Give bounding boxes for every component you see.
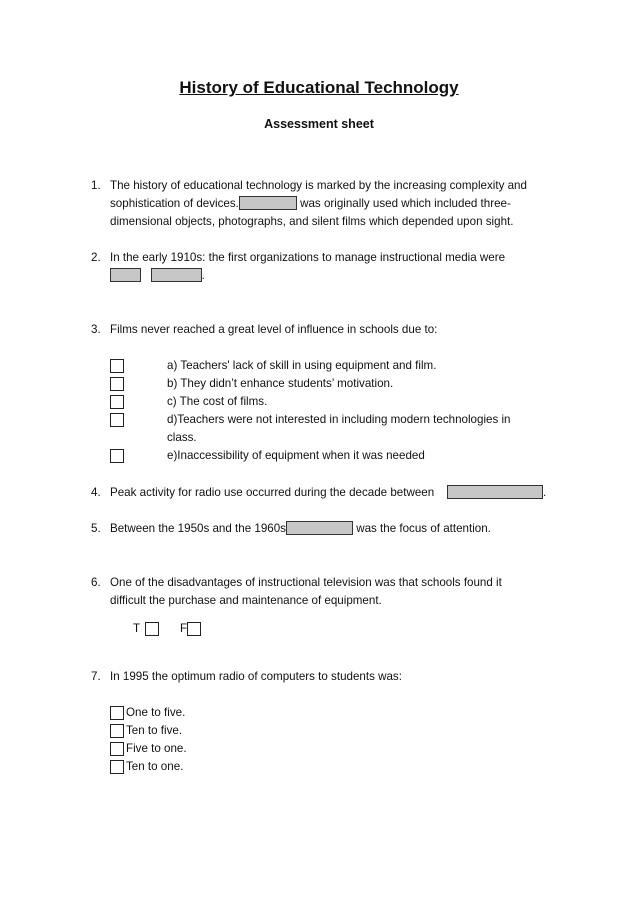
- question-number: 3.: [91, 323, 101, 336]
- false-checkbox[interactable]: [187, 622, 201, 636]
- question-text-line: One of the disadvantages of instructional television was that schools found it: [110, 576, 502, 589]
- answer-checkbox[interactable]: [110, 413, 124, 427]
- answer-checkbox[interactable]: [110, 706, 124, 720]
- question-number: 7.: [91, 670, 101, 683]
- true-checkbox[interactable]: [145, 622, 159, 636]
- option-label: Ten to five.: [126, 724, 183, 737]
- question-number: 1.: [91, 179, 101, 192]
- answer-checkbox[interactable]: [110, 395, 124, 409]
- question-number: 5.: [91, 522, 101, 535]
- false-label: F: [180, 622, 188, 635]
- answer-checkbox[interactable]: [110, 742, 124, 756]
- answer-checkbox[interactable]: [110, 724, 124, 738]
- question-text-line: The history of educational technology is marked by the increasing complexity and: [110, 179, 527, 192]
- option-label: a) Teachers' lack of skill in using equipment and film.: [167, 359, 437, 372]
- answer-blank[interactable]: [110, 268, 141, 282]
- question-text-end: .: [201, 269, 205, 282]
- question-number: 6.: [91, 576, 101, 589]
- page-title: History of Educational Technology: [179, 78, 459, 97]
- option-label: class.: [167, 431, 197, 444]
- question-text-line: In 1995 the optimum radio of computers to students was:: [110, 670, 402, 683]
- question-text-line: Films never reached a great level of influence in schools due to:: [110, 323, 438, 336]
- question-text-line: Peak activity for radio use occurred during the decade between: [110, 486, 435, 499]
- option-label: b) They didn’t enhance students’ motivation.: [167, 377, 394, 390]
- answer-checkbox[interactable]: [110, 359, 124, 373]
- question-text-line: was the focus of attention.: [352, 522, 491, 535]
- option-label: c) The cost of films.: [167, 395, 268, 408]
- answer-blank[interactable]: [151, 268, 202, 282]
- answer-blank[interactable]: [286, 521, 353, 535]
- option-label: Five to one.: [126, 742, 187, 755]
- true-label: T: [133, 622, 141, 635]
- question-text-line: was originally used which included three-: [296, 197, 511, 210]
- answer-checkbox[interactable]: [110, 377, 124, 391]
- answer-checkbox[interactable]: [110, 449, 124, 463]
- option-label: Ten to one.: [126, 760, 184, 773]
- question-number: 2.: [91, 251, 101, 264]
- question-text-line: sophistication of devices.: [110, 197, 239, 210]
- option-label: e)Inaccessibility of equipment when it was needed: [167, 449, 425, 462]
- page-subtitle: Assessment sheet: [264, 117, 374, 131]
- question-number: 4.: [91, 486, 101, 499]
- answer-checkbox[interactable]: [110, 760, 124, 774]
- question-text-line: dimensional objects, photographs, and silent films which depended upon sight.: [110, 215, 514, 228]
- answer-blank[interactable]: [239, 196, 297, 210]
- question-text-line: difficult the purchase and maintenance of equipment.: [110, 594, 382, 607]
- option-label: One to five.: [126, 706, 186, 719]
- answer-blank[interactable]: [447, 485, 543, 499]
- question-text-line: Between the 1950s and the 1960s: [110, 522, 286, 535]
- question-text-end: .: [543, 486, 547, 499]
- question-text-line: In the early 1910s: the first organizations to manage instructional media were: [110, 251, 506, 264]
- option-label: d)Teachers were not interested in including modern technologies in: [167, 413, 511, 426]
